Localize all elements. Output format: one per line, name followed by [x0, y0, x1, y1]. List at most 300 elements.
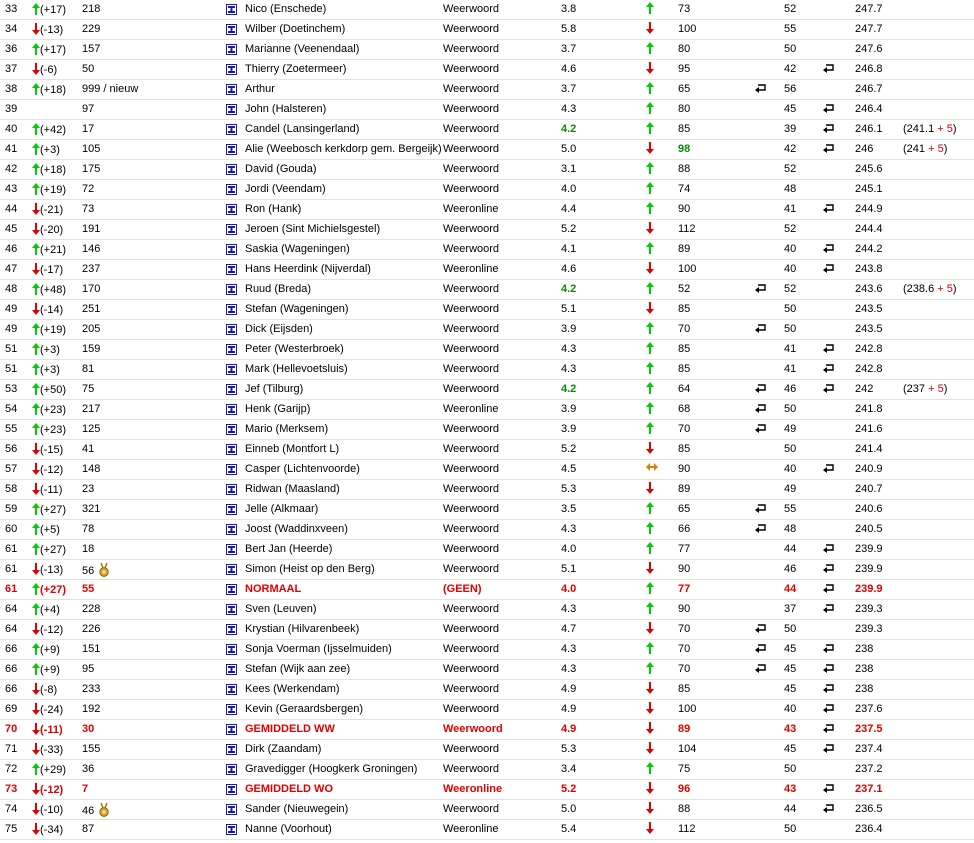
- profile-flag-icon[interactable]: [226, 464, 237, 479]
- total-score: 237.4: [855, 743, 883, 755]
- rank-change: (+5): [40, 524, 60, 536]
- model-name: Weerwoord: [443, 63, 500, 75]
- trend-down-arrow-icon: [32, 63, 40, 79]
- trend-down-arrow-icon: [32, 743, 40, 759]
- trend-up-arrow-icon: [32, 43, 40, 59]
- participant-name[interactable]: Jeroen (Sint Michielsgestel): [245, 223, 381, 235]
- points: 75: [678, 763, 691, 775]
- participant-name[interactable]: Hans Heerdink (Nijverdal): [245, 263, 371, 275]
- base-score: (237: [903, 383, 926, 395]
- rank-change: (+27): [40, 584, 66, 596]
- score: 5.1: [561, 563, 577, 575]
- table-row: [0, 240, 974, 260]
- profile-flag-icon[interactable]: [226, 724, 237, 739]
- participant-name[interactable]: Arthur: [245, 83, 275, 95]
- prediction-up-arrow-icon: [646, 82, 658, 98]
- points-secondary: 44: [784, 583, 797, 595]
- points-secondary: 42: [784, 63, 797, 75]
- trend: [32, 463, 63, 479]
- profile-flag-icon[interactable]: [226, 84, 237, 99]
- points-secondary: 40: [784, 263, 797, 275]
- rank: 36: [5, 43, 18, 55]
- participant-name[interactable]: David (Gouda): [245, 163, 317, 175]
- profile-flag-icon[interactable]: [226, 784, 237, 799]
- return-arrow-icon: [755, 283, 767, 298]
- profile-flag-icon[interactable]: [226, 44, 237, 59]
- points-secondary: 44: [784, 543, 797, 555]
- rank: 59: [5, 503, 18, 515]
- rank: 70: [5, 723, 18, 735]
- profile-flag-icon[interactable]: [226, 484, 237, 499]
- rank-change: (-12): [40, 464, 64, 476]
- score: 3.1: [561, 163, 577, 175]
- model-name: Weerwoord: [443, 83, 500, 95]
- previous-rank: [82, 643, 100, 656]
- points: 88: [678, 803, 691, 815]
- previous-rank: [82, 383, 94, 396]
- points-secondary: 45: [784, 663, 797, 675]
- participant-name[interactable]: Mark (Hellevoetsluis): [245, 363, 348, 375]
- profile-flag-icon[interactable]: [226, 104, 237, 119]
- model-name: Weerwoord: [443, 643, 500, 655]
- previous-rank-value: 97: [82, 103, 95, 115]
- previous-rank: [82, 623, 100, 636]
- trend-up-arrow-icon: [32, 423, 40, 439]
- trend-down-arrow-icon: [32, 723, 40, 739]
- prediction-down-arrow-icon: [646, 442, 658, 458]
- trend: [32, 483, 62, 499]
- trend: [32, 723, 63, 739]
- prediction-up-arrow-icon: [646, 102, 658, 118]
- trend: [32, 343, 60, 359]
- profile-flag-icon[interactable]: [226, 544, 237, 559]
- model-name: Weerwoord: [443, 803, 500, 815]
- trend: [32, 703, 63, 719]
- previous-rank: [82, 483, 94, 496]
- rank-change: (-17): [40, 264, 64, 276]
- trend-up-arrow-icon: [32, 603, 40, 619]
- participant-name[interactable]: Henk (Garijp): [245, 403, 311, 415]
- participant-name[interactable]: Thierry (Zoetermeer): [245, 63, 347, 75]
- points-secondary: 40: [784, 703, 797, 715]
- participant-name[interactable]: GEMIDDELD WW: [245, 723, 335, 735]
- participant-name[interactable]: Alie (Weebosch kerkdorp gem. Bergeijk): [245, 143, 442, 155]
- participant-name[interactable]: Jelle (Alkmaar): [245, 503, 319, 515]
- rank-change: (-15): [40, 444, 64, 456]
- points-secondary: 41: [784, 203, 797, 215]
- participant-name[interactable]: Nico (Enschede): [245, 3, 327, 15]
- return-arrow-icon: [823, 583, 835, 598]
- model-name: Weerwoord: [443, 303, 500, 315]
- points-secondary: 45: [784, 103, 797, 115]
- trend: [32, 663, 60, 679]
- participant-name[interactable]: Bert Jan (Heerde): [245, 543, 333, 555]
- profile-flag-icon[interactable]: [226, 384, 237, 399]
- score: 5.2: [561, 783, 577, 795]
- participant-name[interactable]: Stefan (Wijk aan zee): [245, 663, 351, 675]
- rank-change: (-13): [40, 564, 64, 576]
- total-score: 241.8: [855, 403, 883, 415]
- return-arrow-icon: [823, 703, 835, 718]
- trend-up-arrow-icon: [32, 763, 40, 779]
- previous-rank-value: 170: [82, 283, 101, 295]
- participant-name[interactable]: Jordi (Veendam): [245, 183, 326, 195]
- previous-rank-value: 999 / nieuw: [82, 83, 139, 95]
- table-row: [0, 100, 974, 120]
- score: 4.7: [561, 623, 577, 635]
- participant-name[interactable]: Peter (Westerbroek): [245, 343, 344, 355]
- model-name: Weerwoord: [443, 543, 500, 555]
- score-breakdown: (241 + 5): [903, 143, 948, 155]
- return-arrow-icon: [823, 203, 835, 218]
- previous-rank: [82, 323, 100, 336]
- previous-rank-value: 217: [82, 403, 101, 415]
- trend: [32, 83, 66, 99]
- return-arrow-icon: [823, 743, 835, 758]
- trend-down-arrow-icon: [32, 563, 40, 579]
- profile-flag-icon[interactable]: [226, 24, 237, 39]
- rank: 53: [5, 383, 18, 395]
- trend-down-arrow-icon: [32, 303, 40, 319]
- points: 88: [678, 163, 691, 175]
- total-score: 242.8: [855, 363, 883, 375]
- points-secondary: 41: [784, 363, 797, 375]
- previous-rank: [82, 823, 94, 836]
- score: 4.3: [561, 643, 577, 655]
- reference-row: [0, 580, 974, 600]
- previous-rank: [82, 503, 100, 516]
- score: 5.3: [561, 743, 577, 755]
- total-score: 238: [855, 683, 874, 695]
- points: 85: [678, 443, 691, 455]
- participant-name[interactable]: Dick (Eijsden): [245, 323, 313, 335]
- points-secondary: 55: [784, 23, 797, 35]
- trend: [32, 603, 60, 619]
- score-breakdown: (237 + 5): [903, 383, 948, 395]
- trend-down-arrow-icon: [32, 203, 40, 219]
- profile-flag-icon[interactable]: [226, 4, 237, 19]
- model-name: Weerwoord: [443, 383, 500, 395]
- profile-flag-icon[interactable]: [226, 804, 237, 819]
- score: 4.9: [561, 683, 577, 695]
- total-score: 237.2: [855, 763, 883, 775]
- participant-name[interactable]: Wilber (Doetinchem): [245, 23, 346, 35]
- previous-rank: [82, 703, 100, 716]
- profile-flag-icon[interactable]: [226, 324, 237, 339]
- rank: 61: [5, 583, 18, 595]
- trend-down-arrow-icon: [32, 823, 40, 839]
- base-score: (241: [903, 143, 926, 155]
- profile-flag-icon[interactable]: [226, 644, 237, 659]
- participant-name[interactable]: Mario (Merksem): [245, 423, 329, 435]
- points-secondary: 42: [784, 143, 797, 155]
- rank-change: (-24): [40, 704, 64, 716]
- return-arrow-icon: [823, 663, 835, 678]
- points-secondary: 46: [784, 563, 797, 575]
- score: 4.3: [561, 363, 577, 375]
- rank-change: (-20): [40, 224, 64, 236]
- previous-rank-value: 56: [82, 565, 95, 577]
- score: 3.9: [561, 423, 577, 435]
- profile-flag-icon[interactable]: [226, 764, 237, 779]
- participant-name[interactable]: GEMIDDELD WO: [245, 783, 333, 795]
- rank-change: (+3): [40, 344, 60, 356]
- prediction-up-arrow-icon: [646, 182, 658, 198]
- rank-change: (+50): [40, 384, 66, 396]
- prediction-down-arrow-icon: [646, 62, 658, 78]
- table-row: [0, 460, 974, 480]
- profile-flag-icon[interactable]: [226, 124, 237, 139]
- trend: [32, 563, 63, 579]
- profile-flag-icon[interactable]: [226, 704, 237, 719]
- prediction-up-arrow-icon: [646, 522, 658, 538]
- trend: [32, 823, 63, 839]
- score: 3.7: [561, 83, 577, 95]
- profile-flag-icon[interactable]: [226, 524, 237, 539]
- trend-down-arrow-icon: [32, 803, 40, 819]
- previous-rank-value: 30: [82, 723, 95, 735]
- trend: [32, 383, 66, 399]
- participant-name[interactable]: Candel (Lansingerland): [245, 123, 360, 135]
- profile-flag-icon[interactable]: [226, 684, 237, 699]
- trend: [32, 763, 66, 779]
- rank-change: (+9): [40, 664, 60, 676]
- previous-rank-value: 155: [82, 743, 101, 755]
- points: 104: [678, 743, 697, 755]
- trend-up-arrow-icon: [32, 383, 40, 399]
- participant-name[interactable]: Gravedigger (Hoogkerk Groningen): [245, 763, 418, 775]
- trend: [32, 223, 63, 239]
- profile-flag-icon[interactable]: [226, 744, 237, 759]
- profile-flag-icon[interactable]: [226, 624, 237, 639]
- profile-flag-icon[interactable]: [226, 824, 237, 839]
- participant-name[interactable]: NORMAAL: [245, 583, 302, 595]
- trend-down-arrow-icon: [32, 783, 40, 799]
- previous-rank-value: 125: [82, 423, 101, 435]
- rank: 43: [5, 183, 18, 195]
- previous-rank-value: 78: [82, 523, 95, 535]
- prediction-up-arrow-icon: [646, 542, 658, 558]
- previous-rank-value: 75: [82, 383, 95, 395]
- trend-up-arrow-icon: [32, 343, 40, 359]
- score-breakdown: (238.6 + 5): [903, 283, 957, 295]
- return-arrow-icon: [823, 143, 835, 158]
- trend: [32, 623, 63, 639]
- model-name: Weerwoord: [443, 183, 500, 195]
- return-arrow-icon: [823, 803, 835, 818]
- score: 3.9: [561, 403, 577, 415]
- points-secondary: 43: [784, 723, 797, 735]
- points-secondary: 48: [784, 523, 797, 535]
- prediction-down-arrow-icon: [646, 802, 658, 818]
- prediction-down-arrow-icon: [646, 822, 658, 838]
- participant-name[interactable]: Kees (Werkendam): [245, 683, 340, 695]
- total-score: 246.8: [855, 63, 883, 75]
- rank-change: (+3): [40, 144, 60, 156]
- total-score: 239.9: [855, 563, 883, 575]
- participant-name[interactable]: Simon (Heist op den Berg): [245, 563, 375, 575]
- return-arrow-icon: [823, 63, 835, 78]
- trend: [32, 523, 60, 539]
- previous-rank: [82, 523, 94, 536]
- profile-flag-icon[interactable]: [226, 184, 237, 199]
- prediction-up-arrow-icon: [646, 162, 658, 178]
- trend: [32, 183, 66, 199]
- participant-name[interactable]: John (Halsteren): [245, 103, 327, 115]
- table-row: [0, 820, 974, 840]
- previous-rank: [82, 663, 94, 676]
- prediction-down-arrow-icon: [646, 722, 658, 738]
- participant-name[interactable]: Nanne (Voorhout): [245, 823, 332, 835]
- previous-rank-value: 95: [82, 663, 95, 675]
- previous-rank: [82, 183, 94, 196]
- previous-rank: [82, 723, 94, 736]
- return-arrow-icon: [755, 663, 767, 678]
- participant-name[interactable]: Marianne (Veenendaal): [245, 43, 360, 55]
- profile-flag-icon[interactable]: [226, 364, 237, 379]
- bonus-points: + 5: [928, 383, 944, 395]
- previous-rank-value: 205: [82, 323, 101, 335]
- total-score: 244.9: [855, 203, 883, 215]
- table-row: [0, 120, 974, 140]
- trend-up-arrow-icon: [32, 243, 40, 259]
- score: 4.2: [561, 283, 577, 295]
- table-row: [0, 200, 974, 220]
- score: 5.2: [561, 443, 577, 455]
- participant-name[interactable]: Einneb (Montfort L): [245, 443, 340, 455]
- rank: 44: [5, 203, 18, 215]
- profile-flag-icon[interactable]: [226, 584, 237, 599]
- profile-flag-icon[interactable]: [226, 424, 237, 439]
- previous-rank-value: 159: [82, 343, 101, 355]
- previous-rank: [82, 403, 100, 416]
- total-score: 239.9: [855, 583, 883, 595]
- model-name: Weerwoord: [443, 563, 500, 575]
- trend: [32, 403, 66, 419]
- table-row: [0, 700, 974, 720]
- bonus-points: + 5: [937, 123, 953, 135]
- table-row: [0, 420, 974, 440]
- trend: [32, 283, 66, 299]
- table-row: [0, 340, 974, 360]
- trend-up-arrow-icon: [32, 583, 40, 599]
- participant-name[interactable]: Dirk (Zaandam): [245, 743, 322, 755]
- previous-rank-value: 46: [82, 805, 95, 817]
- table-row: [0, 280, 974, 300]
- return-arrow-icon: [823, 563, 835, 578]
- participant-name[interactable]: Stefan (Wageningen): [245, 303, 349, 315]
- participant-name[interactable]: Jef (Tilburg): [245, 383, 304, 395]
- trend-down-arrow-icon: [32, 703, 40, 719]
- trend-up-arrow-icon: [32, 183, 40, 199]
- profile-flag-icon[interactable]: [226, 224, 237, 239]
- score: 4.1: [561, 243, 577, 255]
- participant-name[interactable]: Ruud (Breda): [245, 283, 312, 295]
- profile-flag-icon[interactable]: [226, 164, 237, 179]
- points-secondary: 43: [784, 783, 797, 795]
- trend-down-arrow-icon: [32, 483, 40, 499]
- score: 5.0: [561, 143, 577, 155]
- participant-name[interactable]: Ridwan (Maasland): [245, 483, 340, 495]
- profile-flag-icon[interactable]: [226, 664, 237, 679]
- profile-flag-icon[interactable]: [226, 564, 237, 579]
- participant-name[interactable]: Sonja Voerman (Ijsselmuiden): [245, 643, 392, 655]
- profile-flag-icon[interactable]: [226, 504, 237, 519]
- points-secondary: 50: [784, 303, 797, 315]
- profile-flag-icon[interactable]: [226, 604, 237, 619]
- trend-up-arrow-icon: [32, 663, 40, 679]
- participant-name[interactable]: Ron (Hank): [245, 203, 302, 215]
- participant-name[interactable]: Krystian (Hilvarenbeek): [245, 623, 360, 635]
- rank: 58: [5, 483, 18, 495]
- profile-flag-icon[interactable]: [226, 144, 237, 159]
- previous-rank: [82, 83, 138, 96]
- prediction-up-arrow-icon: [646, 662, 658, 678]
- return-arrow-icon: [823, 683, 835, 698]
- total-score: 236.4: [855, 823, 883, 835]
- participant-name[interactable]: Saskia (Wageningen): [245, 243, 350, 255]
- total-score: 244.4: [855, 223, 883, 235]
- model-name: Weerwoord: [443, 663, 500, 675]
- points: 70: [678, 323, 691, 335]
- rank-change: (+27): [40, 504, 66, 516]
- table-row: [0, 600, 974, 620]
- rank-change: (-12): [40, 784, 64, 796]
- score: 4.2: [561, 383, 577, 395]
- profile-flag-icon[interactable]: [226, 444, 237, 459]
- rank: 40: [5, 123, 18, 135]
- previous-rank-value: 81: [82, 363, 95, 375]
- trend: [32, 323, 66, 339]
- model-name: Weerwoord: [443, 103, 500, 115]
- rank: 47: [5, 263, 18, 275]
- profile-flag-icon[interactable]: [226, 304, 237, 319]
- rank: 37: [5, 63, 18, 75]
- profile-flag-icon[interactable]: [226, 344, 237, 359]
- participant-name[interactable]: Kevin (Geraardsbergen): [245, 703, 364, 715]
- prediction-up-arrow-icon: [646, 642, 658, 658]
- participant-name[interactable]: Casper (Lichtenvoorde): [245, 463, 360, 475]
- trend: [32, 23, 63, 39]
- points: 90: [678, 563, 691, 575]
- participant-name[interactable]: Sven (Leuven): [245, 603, 317, 615]
- trend: [32, 443, 63, 459]
- participant-name[interactable]: Sander (Nieuwegein): [245, 803, 349, 815]
- profile-flag-icon[interactable]: [226, 64, 237, 79]
- profile-flag-icon[interactable]: [226, 264, 237, 279]
- trend-up-arrow-icon: [32, 403, 40, 419]
- score: 4.3: [561, 523, 577, 535]
- previous-rank-value: 251: [82, 303, 101, 315]
- profile-flag-icon[interactable]: [226, 284, 237, 299]
- participant-name[interactable]: Joost (Waddinxveen): [245, 523, 348, 535]
- table-row: [0, 560, 974, 580]
- profile-flag-icon[interactable]: [226, 244, 237, 259]
- return-arrow-icon: [823, 263, 835, 278]
- total-score: 239.3: [855, 603, 883, 615]
- rank-change: (-34): [40, 824, 64, 836]
- trend: [32, 803, 63, 819]
- prediction-down-arrow-icon: [646, 702, 658, 718]
- total-score: 239.3: [855, 623, 883, 635]
- rank-change: (-33): [40, 744, 64, 756]
- return-arrow-icon: [823, 783, 835, 798]
- profile-flag-icon[interactable]: [226, 204, 237, 219]
- rank-change: (+19): [40, 324, 66, 336]
- profile-flag-icon[interactable]: [226, 404, 237, 419]
- previous-rank-value: 105: [82, 143, 101, 155]
- points: 100: [678, 263, 697, 275]
